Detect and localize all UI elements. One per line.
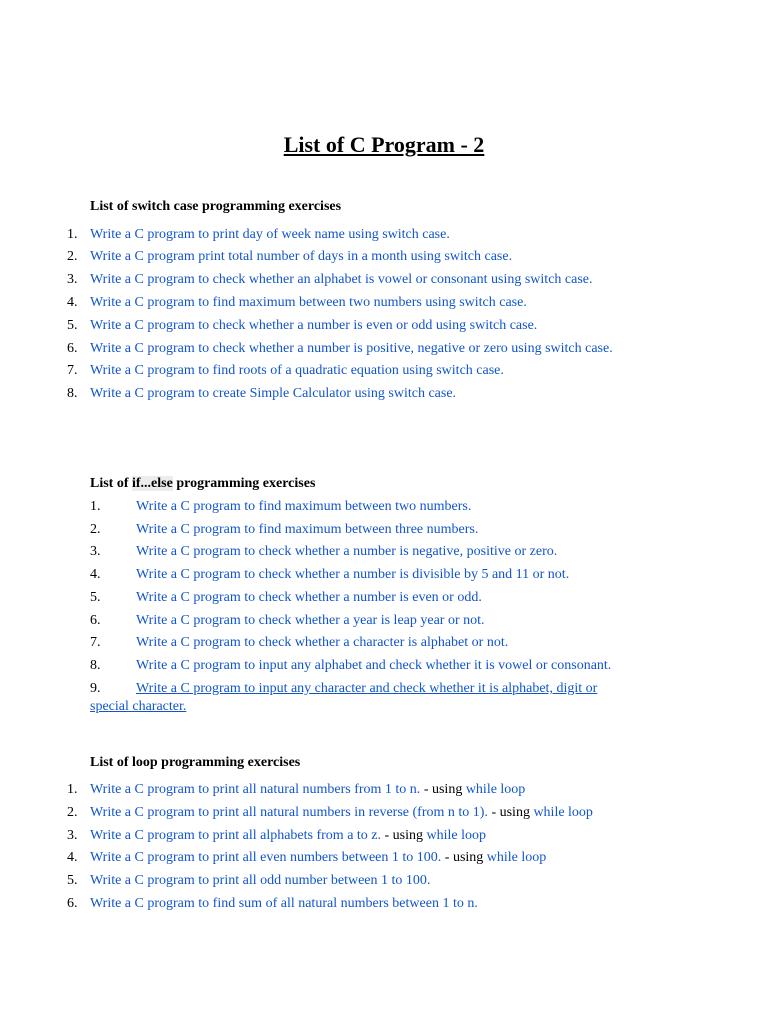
item-line	[90, 849, 546, 867]
loop-section-heading: List of loop programming exercises	[90, 755, 301, 770]
using-text: - using	[441, 850, 487, 865]
exercise-link[interactable]: Write a C program to find maximum between two numbers using switch case.	[90, 295, 527, 310]
exercise-link[interactable]: Write a C program print total number of days in a month using switch case.	[90, 249, 513, 264]
exercise-link[interactable]: Write a C program to print all natural numbers from 1 to n.	[90, 782, 421, 797]
using-text: - using	[381, 828, 427, 843]
item-number: 5.	[67, 318, 78, 333]
item-number: 8.	[90, 658, 101, 673]
item-line	[90, 781, 525, 799]
exercise-link[interactable]: Write a C program to find roots of a quadratic equation using switch case.	[90, 363, 504, 378]
exercise-link[interactable]: Write a C program to check whether a number is negative, positive or zero.	[136, 544, 558, 559]
exercise-link[interactable]: Write a C program to find maximum between two numbers.	[136, 499, 472, 514]
item-number: 1.	[67, 782, 78, 797]
exercise-link[interactable]: Write a C program to check whether a number is positive, negative or zero using switch case.	[90, 341, 613, 356]
item-line	[90, 827, 486, 845]
item-number: 6.	[90, 613, 101, 628]
switch-section-heading: List of switch case programming exercises	[90, 199, 342, 214]
exercise-link[interactable]: Write a C program to find sum of all natural numbers between 1 to n.	[90, 896, 478, 911]
item-number: 5.	[90, 590, 101, 605]
exercise-link[interactable]: Write a C program to check whether a character is alphabet or not.	[136, 635, 509, 650]
item-line	[90, 804, 593, 822]
exercise-link[interactable]: Write a C program to find maximum between three numbers.	[136, 522, 479, 537]
using-text: - using	[420, 782, 466, 797]
exercise-link[interactable]: Write a C program to print all even numbers between 1 to 100.	[90, 850, 442, 865]
exercise-link[interactable]: Write a C program to check whether a number is even or odd.	[136, 590, 482, 605]
item-number: 5.	[67, 873, 78, 888]
exercise-link-continuation[interactable]: special character.	[90, 699, 187, 714]
item-number: 9.	[90, 681, 101, 696]
item-number: 2.	[90, 522, 101, 537]
exercise-link[interactable]: Write a C program to print day of week name using switch case.	[90, 227, 450, 242]
exercise-link[interactable]: Write a C program to print all alphabets from a to z.	[90, 828, 382, 843]
item-number: 2.	[67, 249, 78, 264]
item-number: 4.	[90, 567, 101, 582]
exercise-link[interactable]: Write a C program to input any character and check whether it is alphabet, digit or	[136, 681, 598, 696]
heading-highlight: if...else	[132, 476, 173, 491]
heading-suffix: programming exercises	[172, 476, 316, 491]
exercise-link[interactable]: Write a C program to check whether a year is leap year or not.	[136, 613, 485, 628]
item-number: 3.	[67, 272, 78, 287]
item-number: 7.	[67, 363, 78, 378]
exercise-link[interactable]: Write a C program to check whether an alphabet is vowel or consonant using switch case.	[90, 272, 593, 287]
page-title: List of C Program - 2	[283, 132, 485, 157]
exercise-link[interactable]: Write a C program to print all natural numbers in reverse (from n to 1).	[90, 805, 488, 820]
item-number: 6.	[67, 896, 78, 911]
exercise-link[interactable]: Write a C program to check whether a number is even or odd using switch case.	[90, 318, 538, 333]
item-number: 3.	[67, 828, 78, 843]
item-number: 1.	[90, 499, 101, 514]
item-number: 8.	[67, 386, 78, 401]
while-loop-link[interactable]: while loop	[465, 782, 526, 797]
item-number: 1.	[67, 227, 78, 242]
using-text: - using	[487, 805, 534, 820]
while-loop-link[interactable]: while loop	[533, 805, 593, 820]
exercise-link[interactable]: Write a C program to check whether a number is divisible by 5 and 11 or not.	[136, 567, 570, 582]
item-number: 3.	[90, 544, 101, 559]
exercise-link[interactable]: Write a C program to input any alphabet and check whether it is vowel or consonant.	[136, 658, 612, 673]
heading-prefix: List of	[90, 476, 132, 491]
exercise-link[interactable]: Write a C program to create Simple Calculator using switch case.	[90, 386, 457, 401]
exercise-link[interactable]: Write a C program to print all odd number between 1 to 100.	[90, 873, 431, 888]
item-number: 2.	[67, 805, 78, 820]
item-number: 4.	[67, 295, 78, 310]
item-number: 4.	[67, 850, 78, 865]
item-number: 7.	[90, 635, 101, 650]
while-loop-link[interactable]: while loop	[426, 828, 487, 843]
while-loop-link[interactable]: while loop	[486, 850, 547, 865]
item-number: 6.	[67, 341, 78, 356]
ifelse-section-heading	[90, 475, 315, 493]
